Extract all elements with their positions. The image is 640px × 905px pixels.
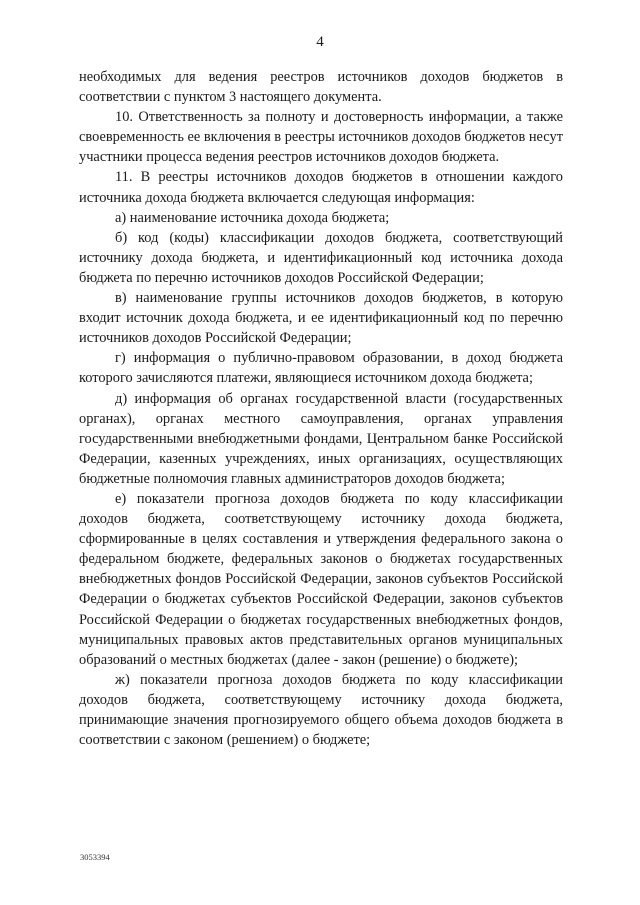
paragraph-10: 10. Ответственность за полноту и достоверность информации, а также своевременность ее включения в реестры источников доходов бюджетов несут участники процесса ведения реестров источников доходов бюджета. [79, 109, 563, 166]
list-item-a: а) наименование источника дохода бюджета; [115, 209, 390, 226]
page-number: 4 [316, 34, 324, 50]
list-item-d: д) информация об органах государственной власти (государственных органах), органах местного самоуправления, органах управления государственными внебюджетными фондами, Центральном банке Российской Федерации, казенных учреждениях, иных организациях, осуществляющих бюджетные полномочия главных администраторов доходов бюджета; [79, 390, 563, 487]
document-body [79, 67, 563, 750]
list-item-b: б) код (коды) классификации доходов бюджета, соответствующий источнику дохода бюджета, и идентификационный код источника дохода бюджета по перечню источников доходов Российской Федерации; [79, 229, 563, 286]
list-item-g: г) информация о публично-правовом образовании, в доход бюджета которого зачисляются платежи, являющиеся источником дохода бюджета; [79, 350, 563, 387]
paragraph-11: 11. В реестры источников доходов бюджетов в отношении каждого источника дохода бюджета включается следующая информация: [79, 169, 563, 206]
document-code: 3053394 [80, 852, 110, 862]
paragraph-continuation: необходимых для ведения реестров источников доходов бюджетов в соответствии с пунктом 3 настоящего документа. [79, 69, 563, 106]
list-item-e: е) показатели прогноза доходов бюджета по коду классификации доходов бюджета, соответствующему источнику дохода бюджета, сформированные в целях составления и утверждения федерального закона о федеральном бюджете, федеральных законов о бюджетах государственных внебюджетных фондов Российской Федерации, законов субъектов Российской Федерации о бюджетах субъектов Российской Федерации, законов субъектов Российской Федерации о бюджетах государственных внебюджетных фондов, муниципальных правовых актов представительных органов муниципальных образований о местных бюджетах (далее - закон (решение) о бюджете); [79, 490, 563, 668]
list-item-zh: ж) показатели прогноза доходов бюджета по коду классификации доходов бюджета, соответствующему источнику дохода бюджета, принимающие значения прогнозируемого общего объема доходов бюджета в соответствии с законом (решением) о бюджете; [79, 671, 563, 749]
list-item-v: в) наименование группы источников доходов бюджетов, в которую входит источник дохода бюджета, и ее идентификационный код по перечню источников доходов Российской Федерации; [79, 290, 563, 347]
